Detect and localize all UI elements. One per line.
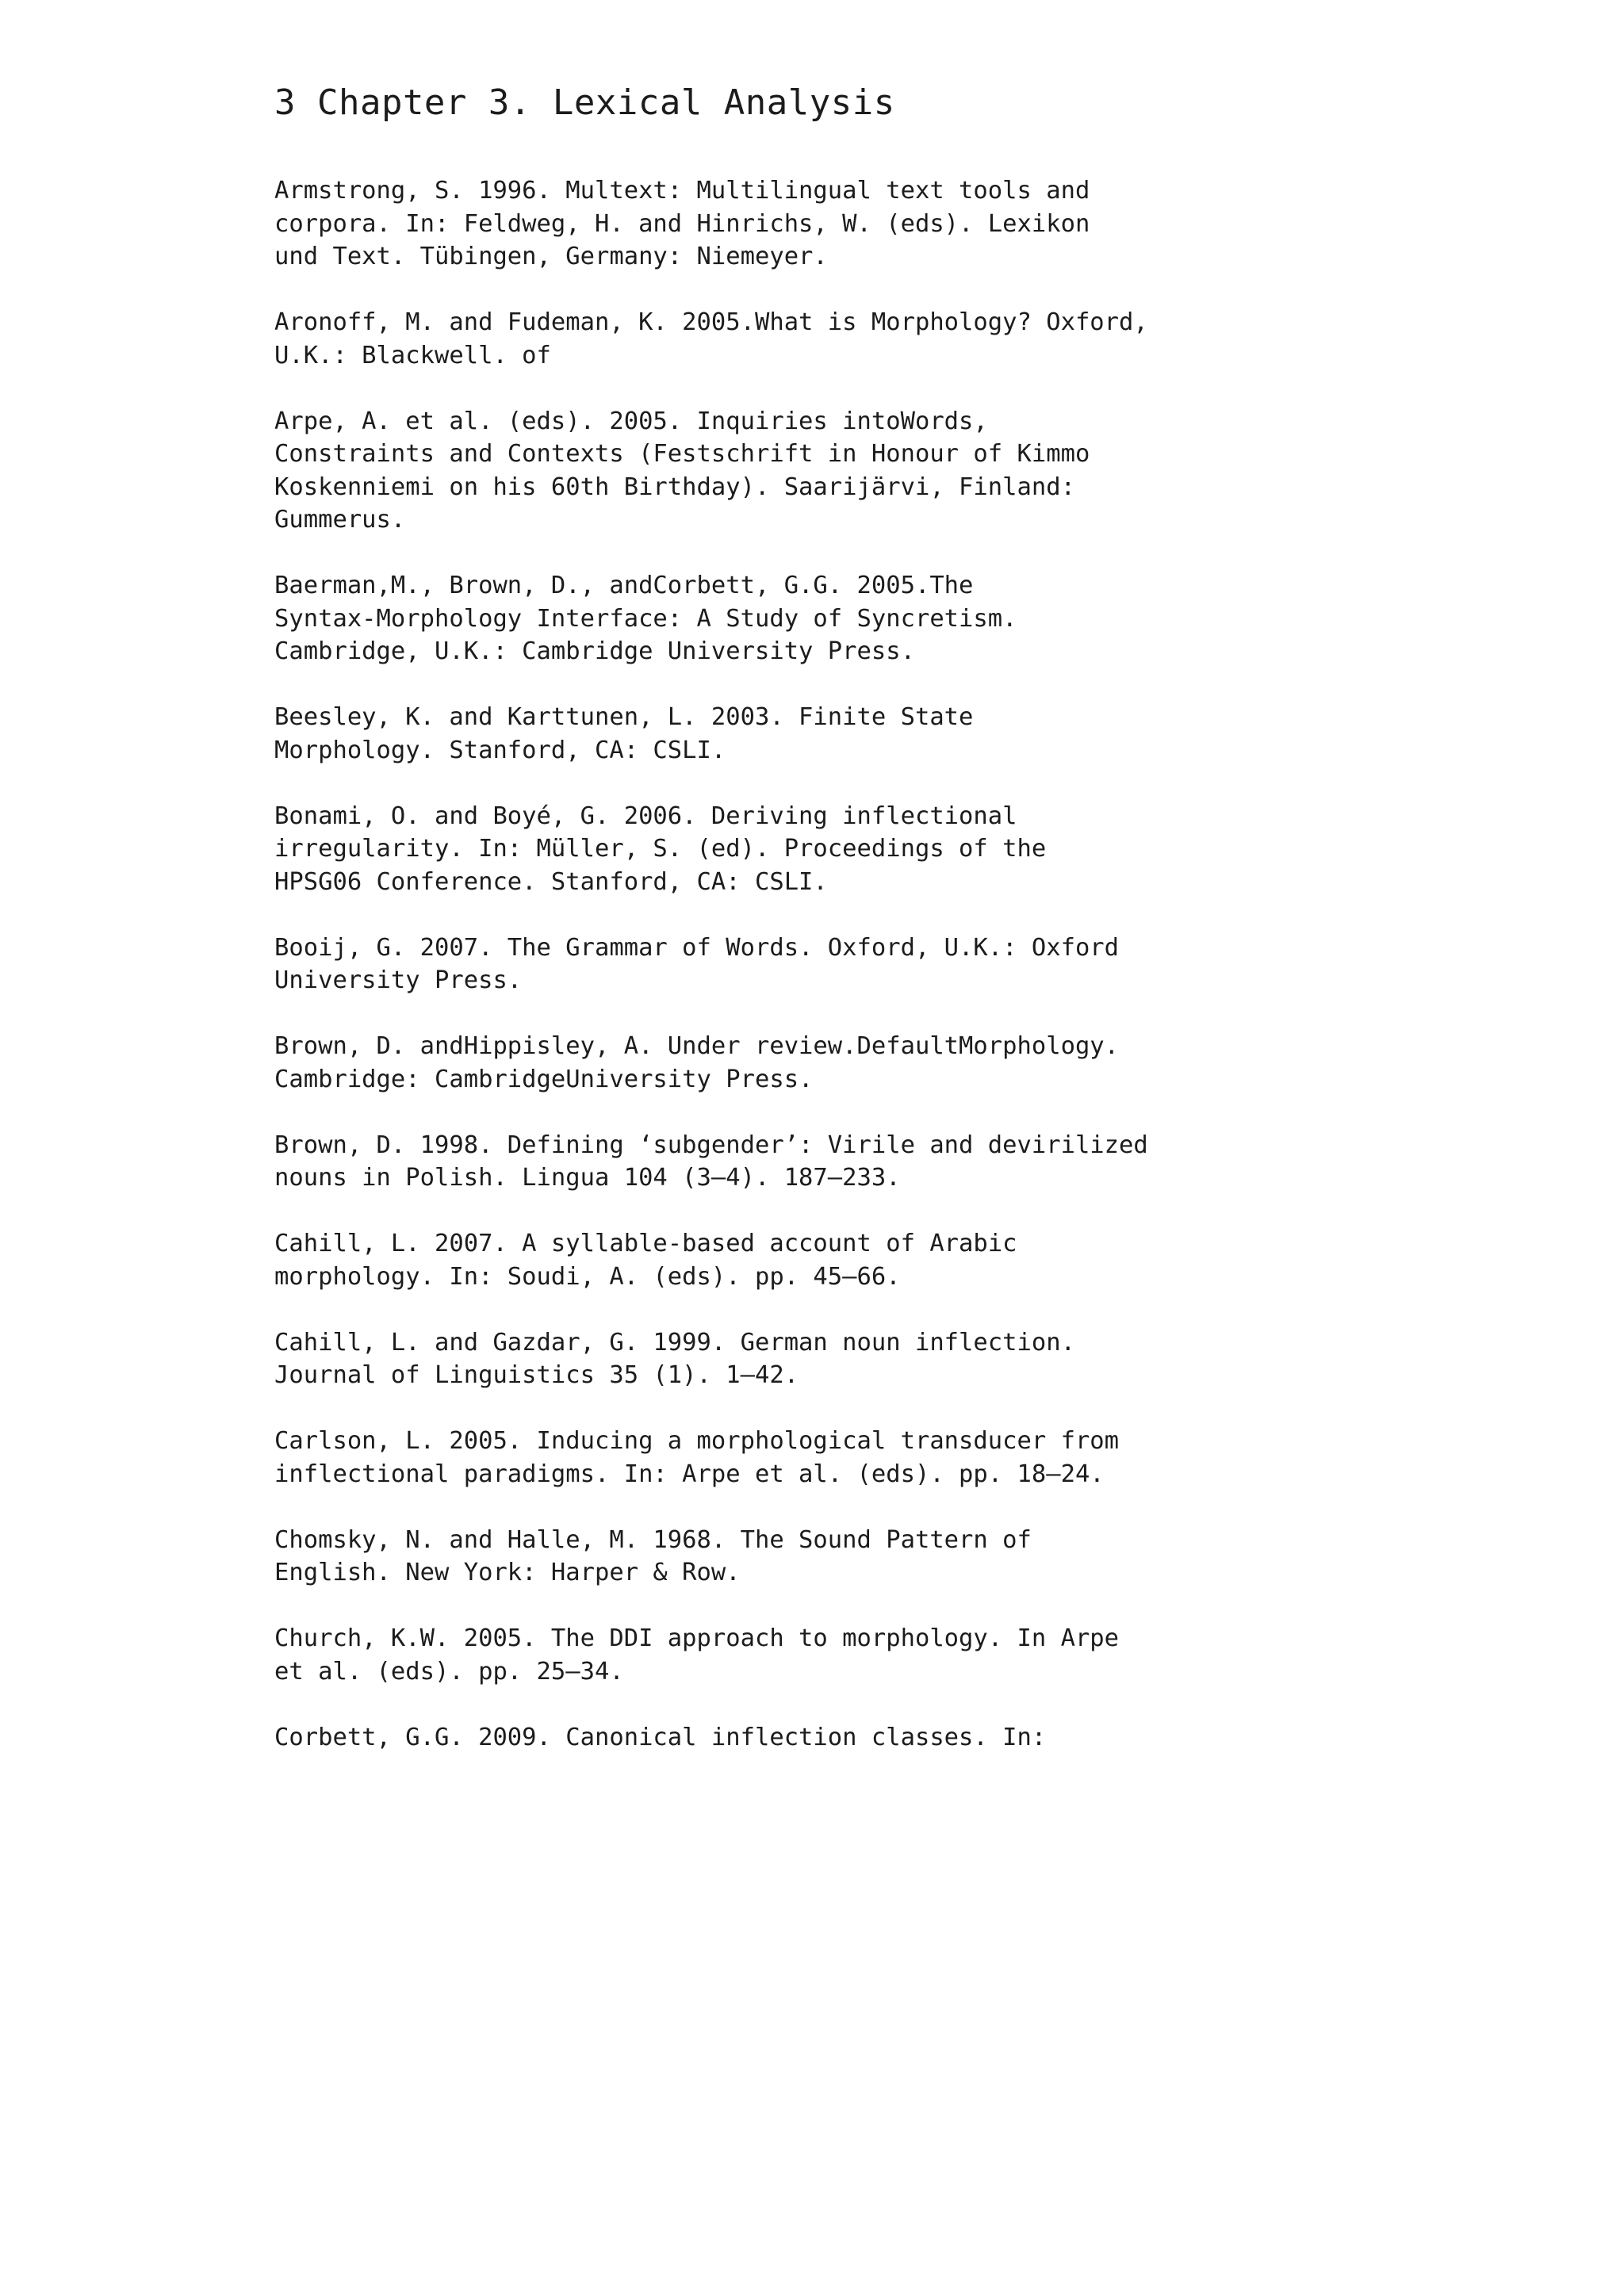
reference-line: inflectional paradigms. In: Arpe et al. (eds). pp. 18–24. <box>274 1460 1105 1488</box>
reference-entry <box>274 1326 1464 1392</box>
reference-line: Carlson, L. 2005. Inducing a morphological transducer from <box>274 1427 1120 1455</box>
reference-entry <box>274 1129 1464 1195</box>
reference-line: Brown, D. 1998. Defining ‘subgender’: Virile and devirilized <box>274 1131 1148 1159</box>
reference-line: corpora. In: Feldweg, H. and Hinrichs, W. (eds). Lexikon <box>274 209 1090 238</box>
reference-entry <box>274 800 1464 899</box>
reference-entry <box>274 701 1464 767</box>
reference-line: University Press. <box>274 966 523 994</box>
reference-line: Corbett, G.G. 2009. Canonical inflection classes. In: <box>274 1723 1047 1751</box>
reference-line: Koskenniemi on his 60th Birthday). Saarijärvi, Finland: <box>274 473 1075 501</box>
reference-line: Aronoff, M. and Fudeman, K. 2005.What is Morphology? Oxford, <box>274 308 1148 336</box>
reference-list <box>274 174 1464 1754</box>
reference-line: Church, K.W. 2005. The DDI approach to morphology. In Arpe <box>274 1624 1120 1652</box>
reference-line: Arpe, A. et al. (eds). 2005. Inquiries intoWords, <box>274 407 988 435</box>
reference-line: Bonami, O. and Boyé, G. 2006. Deriving inflectional <box>274 802 1017 830</box>
reference-entry <box>274 405 1464 537</box>
reference-entry <box>274 1524 1464 1590</box>
reference-line: HPSG06 Conference. Stanford, CA: CSLI. <box>274 867 828 896</box>
reference-line: English. New York: Harper & Row. <box>274 1559 741 1586</box>
reference-entry <box>274 1227 1464 1293</box>
document-page <box>274 79 1464 1787</box>
reference-line: nouns in Polish. Lingua 104 (3–4). 187–233. <box>274 1164 901 1192</box>
reference-entry <box>274 306 1464 372</box>
reference-entry <box>274 932 1464 997</box>
reference-line: Morphology. Stanford, CA: CSLI. <box>274 736 726 764</box>
reference-line: Syntax-Morphology Interface: A Study of Syncretism. <box>274 604 1017 633</box>
reference-line: Journal of Linguistics 35 (1). 1–42. <box>274 1361 799 1389</box>
reference-entry <box>274 1622 1464 1688</box>
reference-entry <box>274 1425 1464 1490</box>
reference-line: Booij, G. 2007. The Grammar of Words. Oxford, U.K.: Oxford <box>274 933 1120 962</box>
reference-line: et al. (eds). pp. 25–34. <box>274 1657 624 1686</box>
reference-line: Chomsky, N. and Halle, M. 1968. The Sound Pattern of <box>274 1525 1032 1554</box>
reference-line: Armstrong, S. 1996. Multext: Multilingual text tools and <box>274 177 1090 205</box>
reference-line: Constraints and Contexts (Festschrift in Honour of Kimmo <box>274 440 1090 468</box>
reference-line: irregularity. In: Müller, S. (ed). Proceedings of the <box>274 835 1047 863</box>
reference-line: Baerman,M., Brown, D., andCorbett, G.G. 2005.The <box>274 572 974 599</box>
reference-entry <box>274 569 1464 668</box>
reference-line: Cahill, L. 2007. A syllable-based account of Arabic <box>274 1230 1017 1257</box>
reference-entry <box>274 1721 1464 1755</box>
reference-line: Gummerus. <box>274 506 406 534</box>
chapter-heading: 3 Chapter 3. Lexical Analysis <box>274 82 895 123</box>
reference-line: morphology. In: Soudi, A. (eds). pp. 45–66. <box>274 1262 901 1291</box>
reference-line: Cahill, L. and Gazdar, G. 1999. German noun inflection. <box>274 1328 1075 1357</box>
reference-line: U.K.: Blackwell. of <box>274 341 551 369</box>
reference-entry <box>274 174 1464 274</box>
reference-entry <box>274 1030 1464 1096</box>
reference-line: Beesley, K. and Karttunen, L. 2003. Finite State <box>274 703 974 731</box>
reference-line: Cambridge: CambridgeUniversity Press. <box>274 1065 814 1093</box>
reference-line: und Text. Tübingen, Germany: Niemeyer. <box>274 243 828 270</box>
reference-line: Brown, D. andHippisley, A. Under review.DefaultMorphology. <box>274 1032 1120 1060</box>
reference-line: Cambridge, U.K.: Cambridge University Press. <box>274 637 915 665</box>
